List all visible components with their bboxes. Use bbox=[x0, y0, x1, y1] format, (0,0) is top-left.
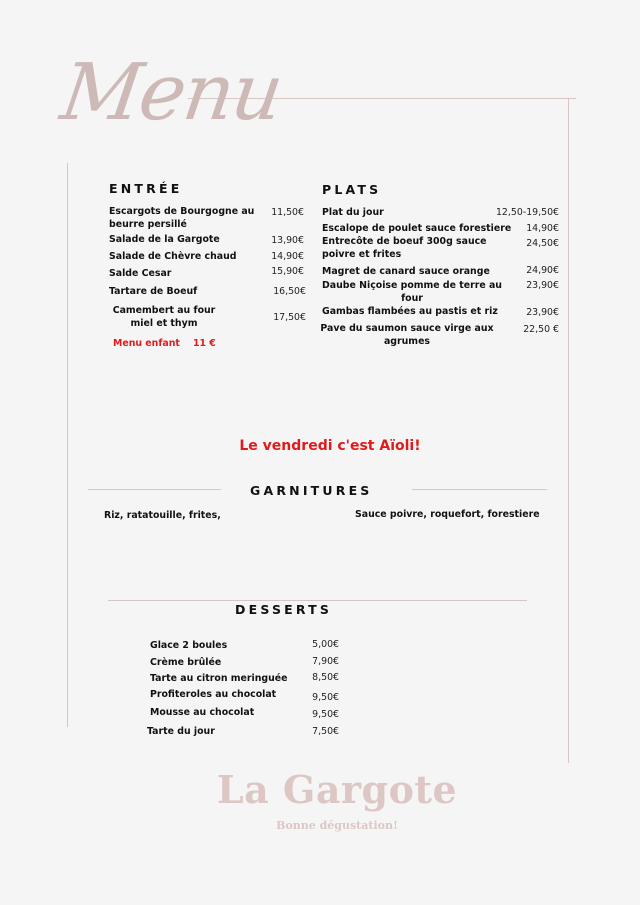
dessert-price: 9,50€ bbox=[312, 709, 339, 720]
garnitures-left-rule bbox=[88, 489, 221, 490]
menu-price: 17,50€ bbox=[273, 312, 306, 323]
dessert-price: 7,90€ bbox=[312, 656, 339, 667]
desserts-heading: DESSERTS bbox=[235, 602, 333, 617]
dessert-item: Tarte au citron meringuée bbox=[150, 673, 288, 684]
garnitures-heading: GARNITURES bbox=[250, 483, 373, 498]
menu-price: 14,90€ bbox=[271, 251, 304, 262]
menu-price: 24,50€ bbox=[526, 238, 559, 249]
garnitures-sauces: Sauce poivre, roquefort, forestiere bbox=[355, 509, 540, 520]
desserts-rule bbox=[108, 600, 527, 601]
dessert-price: 9,50€ bbox=[312, 692, 339, 703]
menu-price: 22,50 € bbox=[523, 324, 559, 335]
tagline: Bonne dégustation! bbox=[276, 819, 398, 832]
menu-item: Plat du jour bbox=[322, 207, 384, 218]
menu-item: Salade de la Gargote bbox=[109, 234, 220, 245]
kids-menu: Menu enfant 11 € bbox=[113, 338, 216, 349]
dessert-price: 8,50€ bbox=[312, 672, 339, 683]
menu-price: 24,90€ bbox=[526, 265, 559, 276]
menu-price: 15,90€ bbox=[271, 266, 304, 277]
menu-price: 23,90€ bbox=[526, 307, 559, 318]
friday-special: Le vendredi c'est Aïoli! bbox=[239, 438, 421, 454]
menu-item: Tartare de Boeuf bbox=[109, 286, 198, 297]
dessert-item: Glace 2 boules bbox=[150, 640, 228, 651]
page-title: Menu bbox=[55, 48, 287, 138]
dessert-item: Crème brûlée bbox=[150, 657, 222, 668]
menu-price: 23,90€ bbox=[526, 280, 559, 291]
menu-price: 14,90€ bbox=[526, 223, 559, 234]
garnitures-sides: Riz, ratatouille, frites, bbox=[104, 510, 221, 521]
menu-item: Escalope de poulet sauce forestiere bbox=[322, 223, 512, 234]
menu-item: Magret de canard sauce orange bbox=[322, 266, 490, 277]
frame-left-line bbox=[67, 163, 68, 727]
menu-price: 12,50-19,50€ bbox=[495, 207, 559, 218]
menu-item: Camembert au four miel et thym bbox=[112, 305, 216, 329]
dessert-item: Tarte du jour bbox=[147, 726, 215, 737]
menu-item: Daube Niçoise pomme de terre au four bbox=[322, 280, 502, 304]
menu-item: Salade de Chèvre chaud bbox=[109, 251, 237, 262]
dessert-price: 5,00€ bbox=[312, 639, 339, 650]
entree-heading: ENTRÉE bbox=[109, 181, 183, 196]
dessert-item: Profiteroles au chocolat bbox=[150, 689, 277, 700]
menu-item: Entrecôte de boeuf 300g sauce poivre et frites bbox=[322, 236, 487, 260]
menu-item: Gambas flambées au pastis et riz bbox=[322, 306, 498, 317]
menu-price: 11,50€ bbox=[271, 207, 304, 218]
dessert-item: Mousse au chocolat bbox=[150, 707, 255, 718]
menu-price: 13,90€ bbox=[271, 235, 304, 246]
menu-price: 16,50€ bbox=[273, 286, 306, 297]
frame-right-line bbox=[568, 98, 569, 763]
restaurant-brand: La Gargote bbox=[216, 767, 458, 812]
menu-item: Escargots de Bourgogne au beurre persillé bbox=[109, 206, 255, 230]
garnitures-right-rule bbox=[412, 489, 547, 490]
menu-item: Pave du saumon sauce virge aux agrumes bbox=[320, 323, 494, 347]
menu-item: Salde Cesar bbox=[109, 268, 172, 279]
plats-heading: PLATS bbox=[322, 182, 382, 197]
dessert-price: 7,50€ bbox=[312, 726, 339, 737]
